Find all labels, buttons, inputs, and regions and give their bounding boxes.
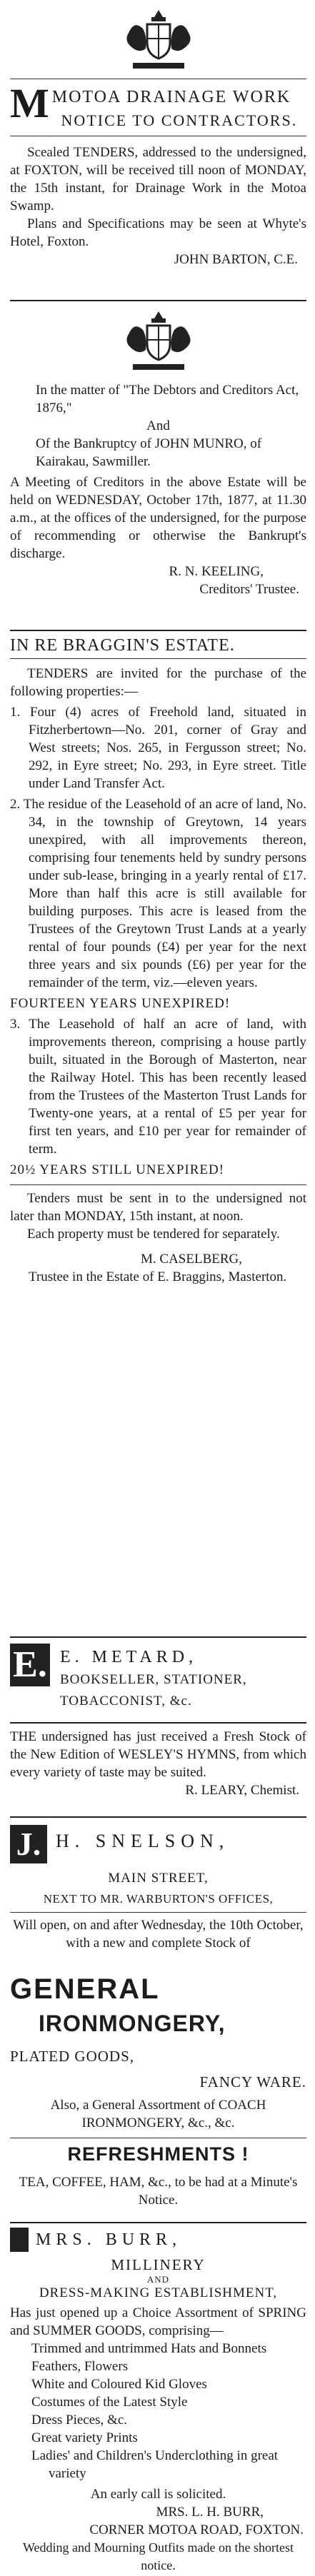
royal-coat-of-arms-icon — [116, 306, 201, 377]
debtors-body: A Meeting of Creditors in the above Estate will be held on WEDNESDAY, October 17th, 1877, at 11.30 a.m., at the offices of the undersigned, for the purpose of recommending or otherwise the Bankrupt's discharge. — [10, 475, 306, 561]
burr-footer: Wedding and Mourning Outfits made on the shortest notice. — [23, 2540, 294, 2572]
braggin-title: IN RE BRAGGIN'S ESTATE. — [10, 636, 235, 655]
snelson-general: GENERAL — [10, 1973, 160, 2005]
burr-millinery: MILLINERY — [111, 2256, 206, 2273]
burr-items — [10, 2340, 306, 2482]
braggin-signature-role: Trustee in the Estate of E. Braggins, Masterton. — [29, 1269, 287, 1284]
braggin-item-2: 2. The residue of the Leasehold of an acre of land, No. 34, in the township of Greytown, 14 years unexpired, with all improvements thereon, comprising four tenements held by sundry persons under sub-lease, bringing in a yearly rental of £17. More than half this acre is still available for building purposes. This acre is leased from the Trustees of the Greytown Trust Lands at a yearly rental of four pounds (£4) per year for the next three years and six pounds (£6) per year for the remainder of the term, viz.—eleven years. — [10, 797, 306, 990]
snelson-street: MAIN STREET, — [108, 1871, 209, 1886]
burr-item: Great variety Prints — [31, 2430, 138, 2445]
debtors-signature-role: Creditors' Trustee. — [199, 582, 299, 597]
leary-signature: R. LEARY, Chemist. — [185, 1783, 299, 1798]
braggin-intro: TENDERS are invited for the purchase of the following properties:— — [10, 666, 306, 699]
snelson-fancy: FANCY WARE. — [199, 2073, 306, 2091]
braggin-item-1: 1. Four (4) acres of Freehold land, situated in Fitzherbertown—No. 201, corner of Gray and West streets; Nos. 265, in Fergusson street; No. 292, in Eyre street; No. 293, in Eyre street. Title under Land Transfer Act. — [10, 705, 306, 791]
snelson-tea: TEA, COFFEE, HAM, &c., to be had at a Minute's Notice. — [19, 2175, 298, 2208]
debtors-bankruptcy: Of the Bankruptcy of JOHN MUNRO, of Kairakau, Sawmiller. — [36, 436, 262, 469]
royal-coat-of-arms-icon — [116, 4, 201, 76]
snelson-open: Will open, on and after Wednesday, the 10th October, with a new and complete Stock of — [13, 1918, 304, 1951]
burr-item: Feathers, Flowers — [31, 2359, 129, 2374]
braggin-signature: M. CASELBERG, — [141, 1252, 242, 1267]
drainage-title: MOTOA DRAINAGE WORK — [51, 88, 291, 106]
metard-ad — [10, 1638, 306, 1722]
braggin-unexpired-2: 20½ YEARS STILL UNEXPIRED! — [10, 1162, 225, 1177]
burr-dress: DRESS-MAKING ESTABLISHMENT, — [39, 2285, 278, 2300]
burr-initial-block — [10, 2228, 29, 2252]
leary-ad — [10, 1724, 306, 1816]
snelson-next-to: NEXT TO MR. WARBURTON'S OFFICES, — [43, 1892, 274, 1906]
snelson-coach: Also, a General Assortment of COACH IRONMONGERY, &c., &c. — [50, 2098, 266, 2130]
snelson-plated: PLATED GOODS, — [10, 2048, 135, 2065]
burr-ad — [10, 2223, 306, 2573]
braggin-unexpired-1: FOURTEEN YEARS UNEXPIRED! — [10, 996, 231, 1011]
drainage-notice — [10, 0, 306, 300]
burr-and: AND — [146, 2274, 170, 2285]
burr-item: Ladies' and Children's Underclothing in great variety — [31, 2448, 279, 2481]
braggin-item-3: 3. The Leasehold of half an acre of land, with improvements thereon, comprising a house partly built, situated in the Borough of Masterton, near the Railway Hotel. This has been recently leased from the Trustees of the Masterton Trust Lands for Twenty-one years, at a rental of £5 per year for first ten years, and £10 per year for remainder of term. — [10, 1017, 306, 1157]
drainage-subtitle: NOTICE TO CONTRACTORS. — [61, 111, 298, 129]
burr-signature: MRS. L. H. BURR, — [156, 2505, 264, 2520]
drainage-body: Scealed TENDERS, addressed to the undersigned, at FOXTON, will be received till noon of MONDAY, the 15th instant, for Drainage Work in the Motoa Swamp. — [10, 145, 306, 213]
burr-item: White and Coloured Kid Gloves — [31, 2377, 207, 2392]
burr-address: CORNER MOTOA ROAD, FOXTON. — [89, 2522, 304, 2537]
snelson-refreshments: REFRESHMENTS ! — [67, 2143, 249, 2165]
leary-body: THE undersigned has just received a Fresh Stock of the New Edition of WESLEY'S HYMNS, from which every variety of taste may be suited. — [10, 1729, 306, 1780]
debtors-matter: In the matter of "The Debtors and Creditors Act, 1876," — [36, 383, 299, 416]
snelson-ironmongery: IRONMONGERY, — [39, 2011, 226, 2036]
burr-solicited: An early call is solicited. — [90, 2487, 226, 2502]
drainage-dropcap: M — [10, 80, 49, 126]
metard-name: E. METARD, — [60, 1648, 198, 1666]
snelson-name: H. SNELSON, — [56, 1831, 230, 1851]
metard-line-2: TOBACCONIST, &c. — [60, 1694, 192, 1709]
debtors-signature: R. N. KEELING, — [169, 564, 264, 579]
snelson-ad — [10, 1818, 306, 2222]
burr-header-box — [10, 2228, 306, 2252]
snelson-initial: J. — [16, 1826, 41, 1862]
snelson-initial-box — [10, 1825, 47, 1863]
braggin-separately: Each property must be tendered for separately. — [27, 1227, 280, 1242]
drainage-signature: JOHN BARTON, C.E. — [174, 252, 298, 267]
debtors-and: And — [146, 418, 170, 433]
burr-item: Trimmed and untrimmed Hats and Bonnets — [31, 2341, 267, 2356]
burr-body: Has just opened up a Choice Assortment of SPRING and SUMMER GOODS, comprising— — [10, 2305, 306, 2338]
burr-header: MRS. BURR, — [36, 2230, 182, 2249]
metard-initial-box — [10, 1644, 50, 1686]
debtors-notice — [10, 301, 306, 630]
metard-line-1: BOOKSELLER, STATIONER, — [60, 1672, 247, 1687]
braggin-tenders: Tenders must be sent in to the undersigned not later than MONDAY, 15th instant, at noon. — [10, 1191, 306, 1224]
braggin-estate-notice — [10, 631, 306, 1636]
burr-item: Dress Pieces, &c. — [31, 2413, 128, 2427]
drainage-plans: Plans and Specifications may be seen at Whyte's Hotel, Foxton. — [10, 216, 306, 249]
metard-initial: E. — [13, 1644, 47, 1685]
burr-item: Costumes of the Latest Style — [31, 2395, 188, 2410]
